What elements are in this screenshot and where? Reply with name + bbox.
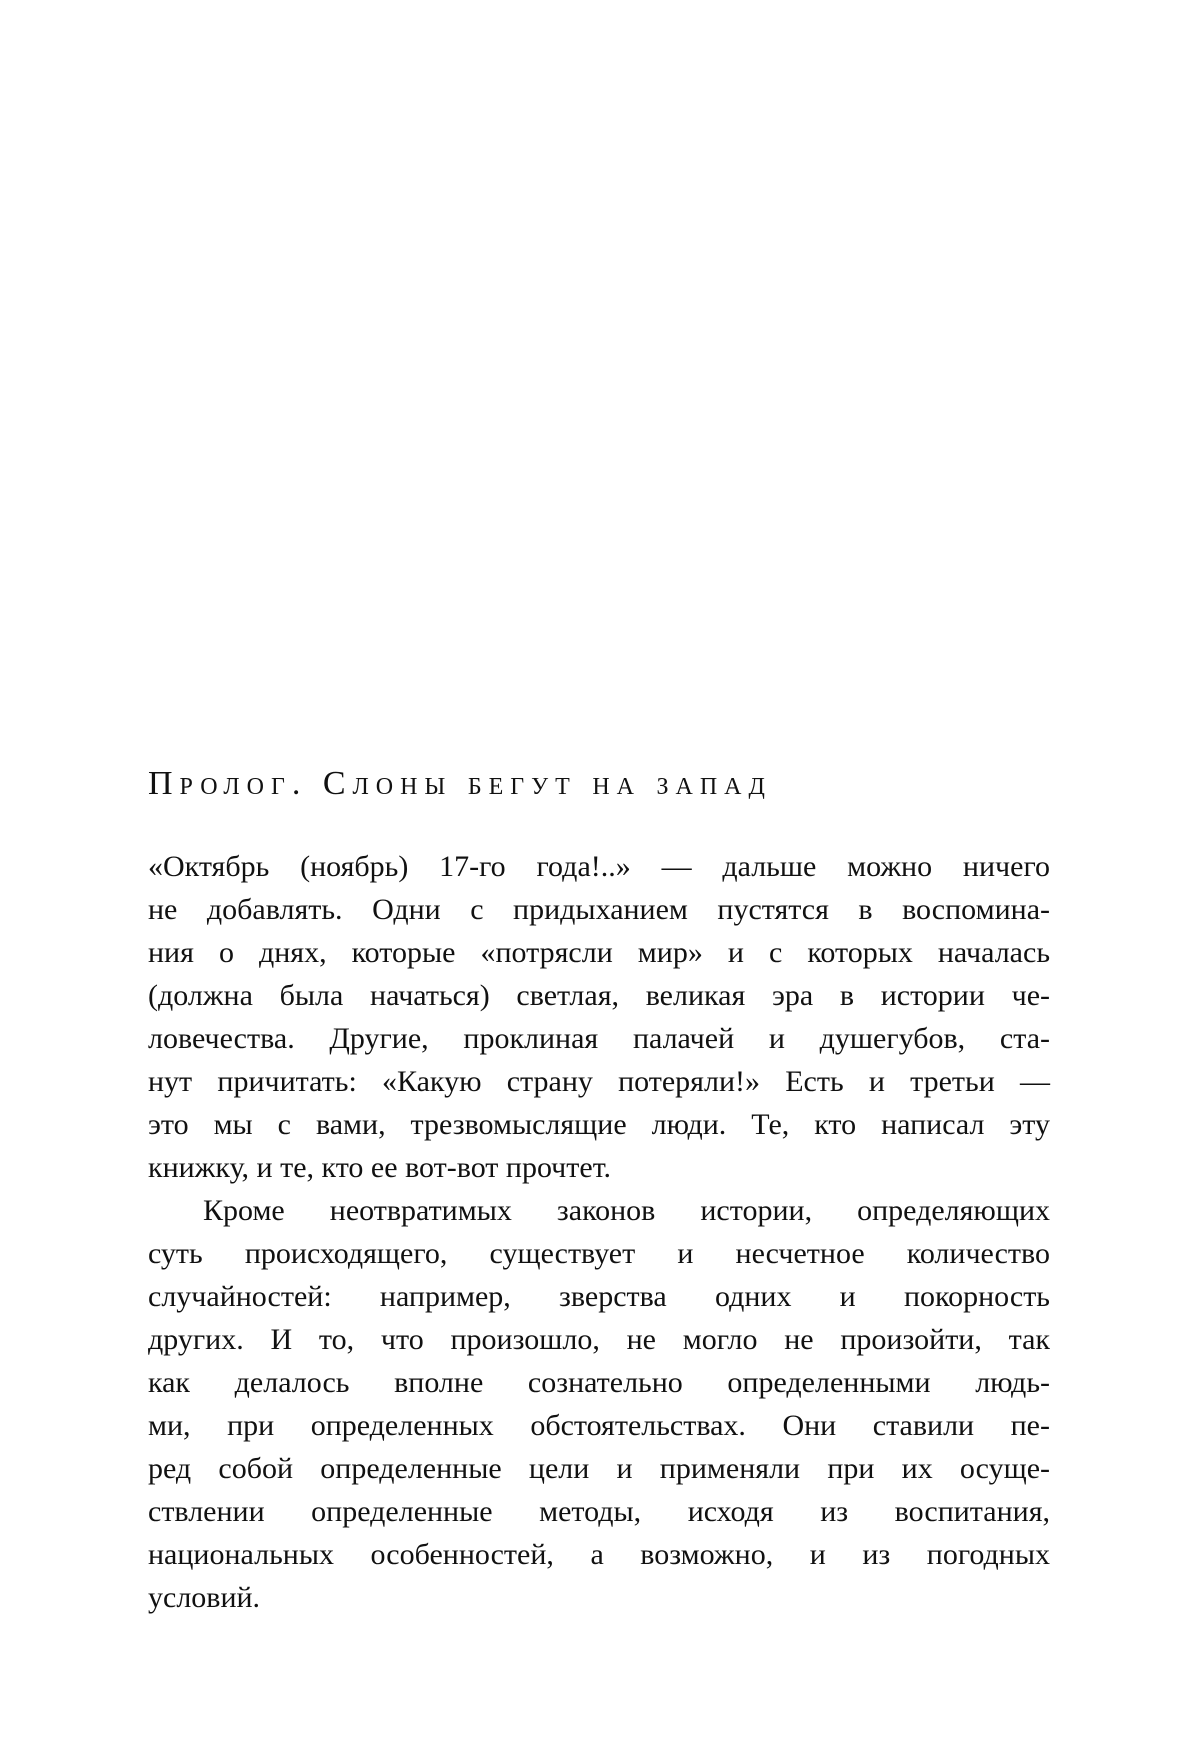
text-line: нут причитать: «Какую страну потеряли!» Есть и третьи —	[148, 1065, 1050, 1098]
text-line: не добавлять. Одни с придыханием пустятся в воспомина-	[148, 893, 1050, 926]
text-line: ми, при определенных обстоятельствах. Они ставили пе-	[148, 1409, 1050, 1442]
text-line: ловечества. Другие, проклиная палачей и душегубов, ста-	[148, 1022, 1050, 1055]
text-line: случайностей: например, зверства одних и покорность	[148, 1280, 1050, 1313]
text-line: суть происходящего, существует и несчетное количество	[148, 1237, 1050, 1270]
text-line: ствлении определенные методы, исходя из воспитания,	[148, 1495, 1050, 1528]
text-line: других. И то, что произошло, не могло не произойти, так	[148, 1323, 1050, 1356]
text-line: ния о днях, которые «потрясли мир» и с которых началась	[148, 936, 1050, 969]
paragraph-1	[148, 845, 1050, 1189]
text-line: Кроме неотвратимых законов истории, определяющих	[203, 1194, 1050, 1227]
text-line: книжку, и те, кто ее вот-вот прочтет.	[148, 1151, 612, 1184]
text-line: как делалось вполне сознательно определенными людь-	[148, 1366, 1050, 1399]
chapter-title: Пролог. Слоны бегут на запад	[148, 765, 772, 802]
text-line: ред собой определенные цели и применяли при их осуще-	[148, 1452, 1050, 1485]
text-line: национальных особенностей, а возможно, и из погодных	[148, 1538, 1050, 1571]
text-line: (должна была начаться) светлая, великая эра в истории че-	[148, 979, 1050, 1012]
paragraph-2	[148, 1189, 1050, 1619]
text-line: «Октябрь (ноябрь) 17-го года!..» — дальше можно ничего	[148, 850, 1050, 883]
text-line: условий.	[148, 1581, 261, 1614]
text-line: это мы с вами, трезвомыслящие люди. Те, кто написал эту	[148, 1108, 1050, 1141]
body-text	[148, 845, 1050, 1619]
